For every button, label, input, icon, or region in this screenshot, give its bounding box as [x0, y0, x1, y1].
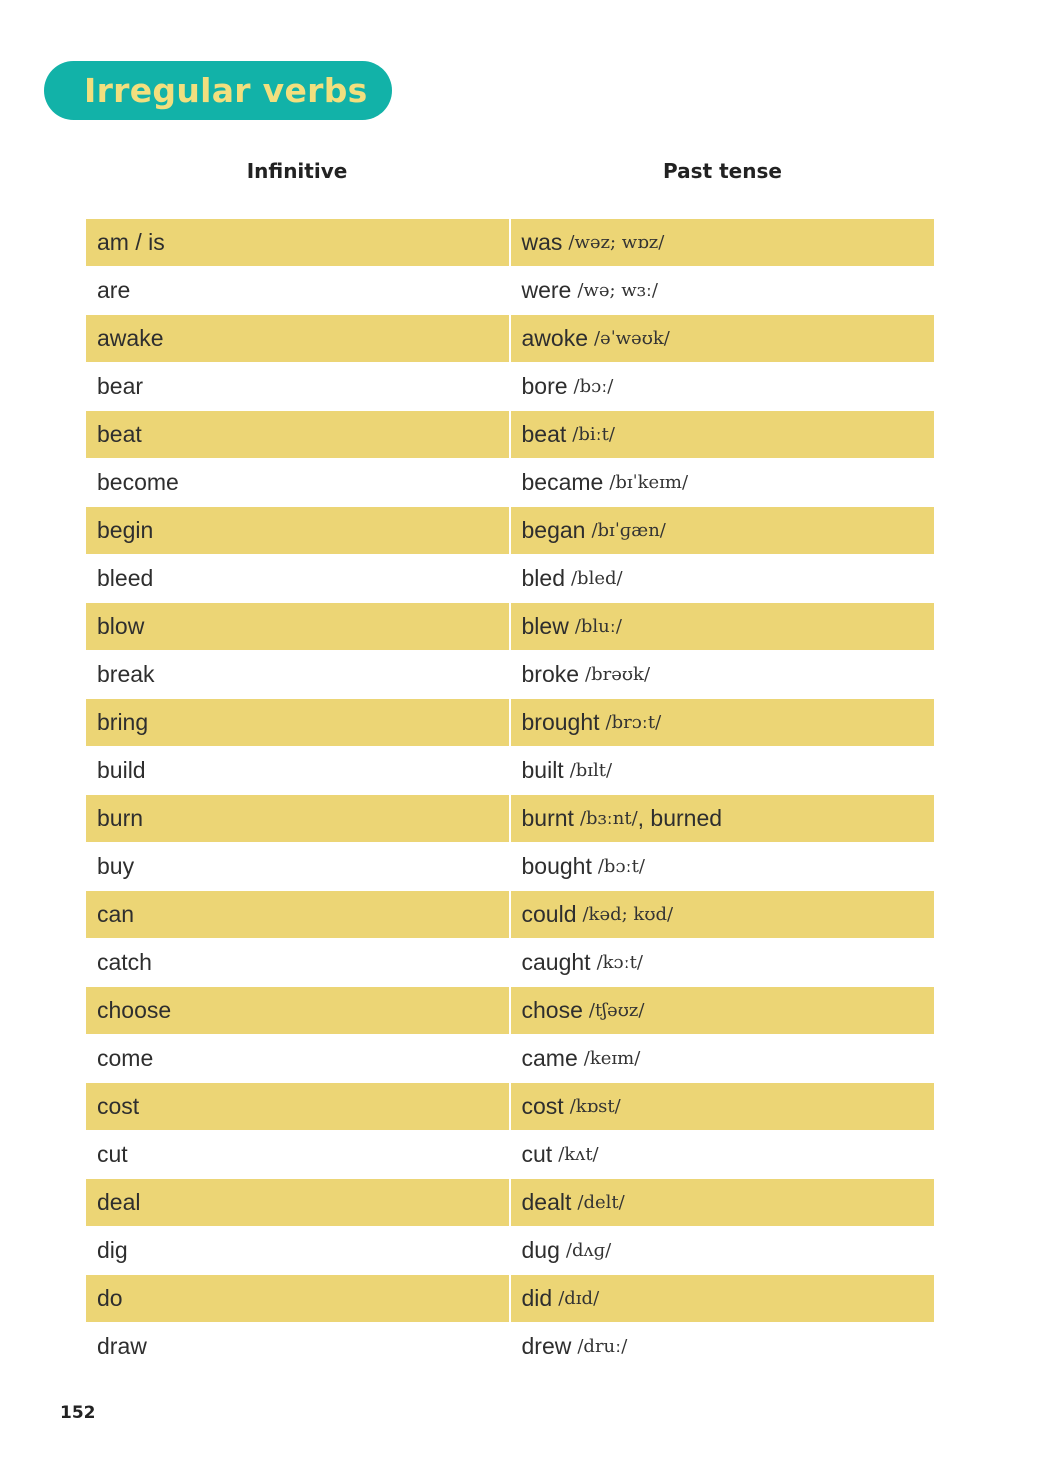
past-tense-cell	[511, 939, 935, 986]
past-tense-word: awoke	[521, 325, 588, 351]
pronunciation: /bɪlt/	[569, 760, 613, 781]
table-row	[86, 987, 934, 1035]
table-row	[86, 1131, 934, 1179]
table-row	[86, 363, 934, 411]
past-tense-cell	[511, 891, 935, 938]
past-tense-cell	[511, 795, 935, 842]
past-tense-word: dug	[521, 1237, 560, 1263]
infinitive-cell: bleed	[97, 565, 154, 591]
page-title: Irregular verbs	[84, 71, 368, 110]
past-tense-word: was	[521, 229, 563, 255]
table-row	[86, 1323, 934, 1371]
past-tense-cell	[511, 555, 935, 602]
infinitive-cell: can	[86, 891, 509, 938]
infinitive-cell: buy	[97, 853, 135, 879]
past-tense-cell	[511, 1035, 935, 1082]
table-row	[86, 795, 934, 843]
past-tense-cell	[511, 267, 935, 314]
past-tense-word: drew	[521, 1333, 572, 1359]
page-number: 152	[60, 1403, 96, 1423]
past-tense-cell	[511, 1227, 935, 1274]
table-row	[86, 1179, 934, 1227]
pronunciation: /bɔːt/	[597, 856, 645, 877]
table-row	[86, 267, 934, 315]
past-tense-word: burnt	[521, 805, 574, 831]
infinitive-cell: deal	[86, 1179, 509, 1226]
pronunciation: /delt/	[577, 1192, 625, 1213]
pronunciation: /bɪˈkeɪm/	[609, 472, 689, 493]
past-tense-cell	[511, 651, 935, 698]
pronunciation: /tʃəʊz/	[588, 1000, 645, 1021]
table-row	[86, 891, 934, 939]
table-row	[86, 1083, 934, 1131]
column-header-past-tense: Past tense	[663, 159, 782, 183]
table-row	[86, 1035, 934, 1083]
pronunciation: /wə; wɜː/	[577, 280, 658, 301]
pronunciation: /əˈwəʊk/	[593, 328, 670, 349]
past-tense-cell	[511, 363, 935, 410]
pronunciation: /kɒst/	[569, 1096, 621, 1117]
infinitive-cell: am / is	[86, 219, 509, 266]
infinitive-cell: cut	[97, 1141, 128, 1167]
table-row	[86, 315, 934, 363]
pronunciation: /wəz; wɒz/	[568, 232, 665, 253]
past-tense-word: could	[521, 901, 577, 927]
pronunciation: /kɔːt/	[596, 952, 643, 973]
table-row	[86, 411, 934, 459]
pronunciation: /bluː/	[574, 616, 622, 637]
verb-table	[86, 219, 934, 1371]
past-tense-word: cut	[521, 1141, 553, 1167]
past-tense-word: bought	[521, 853, 592, 879]
pronunciation: /keɪm/	[583, 1048, 641, 1069]
past-tense-cell	[511, 315, 935, 362]
table-row	[86, 651, 934, 699]
table-row	[86, 699, 934, 747]
past-tense-cell	[511, 459, 935, 506]
infinitive-cell: are	[97, 277, 131, 303]
infinitive-cell: draw	[97, 1333, 147, 1359]
table-row	[86, 459, 934, 507]
pronunciation: /bɪˈɡæn/	[591, 520, 666, 541]
past-tense-cell	[511, 1323, 935, 1370]
pronunciation: /dɪd/	[558, 1288, 600, 1309]
pronunciation: /bɜːnt/	[579, 808, 638, 829]
past-tense-cell	[511, 747, 935, 794]
infinitive-cell: bear	[97, 373, 144, 399]
pronunciation: /bled/	[570, 568, 623, 589]
alternate-form: , burned	[637, 805, 723, 831]
table-row	[86, 843, 934, 891]
table-row	[86, 219, 934, 267]
table-row	[86, 555, 934, 603]
past-tense-word: bled	[521, 565, 565, 591]
infinitive-cell: cost	[86, 1083, 509, 1130]
infinitive-cell: build	[97, 757, 146, 783]
infinitive-cell: beat	[86, 411, 509, 458]
past-tense-word: dealt	[521, 1189, 572, 1215]
pronunciation: /brɔːt/	[605, 712, 662, 733]
past-tense-word: came	[521, 1045, 578, 1071]
infinitive-cell: burn	[86, 795, 509, 842]
infinitive-cell: do	[86, 1275, 509, 1322]
pronunciation: /kəd; kʊd/	[582, 904, 674, 925]
table-row	[86, 603, 934, 651]
pronunciation: /bɔː/	[573, 376, 614, 397]
infinitive-cell: dig	[97, 1237, 128, 1263]
column-header-infinitive: Infinitive	[246, 159, 348, 183]
pronunciation: /druː/	[577, 1336, 628, 1357]
past-tense-word: cost	[521, 1093, 564, 1119]
past-tense-word: bore	[521, 373, 568, 399]
table-row	[86, 1275, 934, 1323]
past-tense-word: built	[521, 757, 564, 783]
infinitive-cell: bring	[86, 699, 509, 746]
infinitive-cell: awake	[86, 315, 509, 362]
past-tense-word: blew	[521, 613, 569, 639]
infinitive-cell: break	[97, 661, 155, 687]
table-row	[86, 1227, 934, 1275]
table-row	[86, 939, 934, 987]
past-tense-word: were	[521, 277, 572, 303]
past-tense-cell	[511, 507, 935, 554]
past-tense-word: chose	[521, 997, 583, 1023]
infinitive-cell: become	[97, 469, 179, 495]
infinitive-cell: come	[97, 1045, 154, 1071]
pronunciation: /brəʊk/	[585, 664, 651, 685]
past-tense-cell	[511, 219, 935, 266]
pronunciation: /biːt/	[572, 424, 615, 445]
pronunciation: /dʌɡ/	[565, 1240, 612, 1261]
infinitive-cell: catch	[97, 949, 152, 975]
infinitive-cell: blow	[86, 603, 509, 650]
past-tense-word: beat	[521, 421, 567, 447]
past-tense-word: broke	[521, 661, 580, 687]
past-tense-word: brought	[521, 709, 600, 735]
past-tense-word: began	[521, 517, 586, 543]
past-tense-word: became	[521, 469, 604, 495]
pronunciation: /kʌt/	[558, 1144, 599, 1165]
table-row	[86, 747, 934, 795]
past-tense-cell	[511, 987, 935, 1034]
past-tense-cell	[511, 1179, 935, 1226]
infinitive-cell: choose	[86, 987, 509, 1034]
past-tense-word: caught	[521, 949, 591, 975]
past-tense-cell	[511, 1275, 935, 1322]
past-tense-cell	[511, 1083, 935, 1130]
past-tense-cell	[511, 843, 935, 890]
past-tense-cell	[511, 411, 935, 458]
table-row	[86, 507, 934, 555]
past-tense-word: did	[521, 1285, 553, 1311]
past-tense-cell	[511, 603, 935, 650]
past-tense-cell	[511, 1131, 935, 1178]
title-banner	[44, 61, 392, 120]
infinitive-cell: begin	[86, 507, 509, 554]
past-tense-cell	[511, 699, 935, 746]
